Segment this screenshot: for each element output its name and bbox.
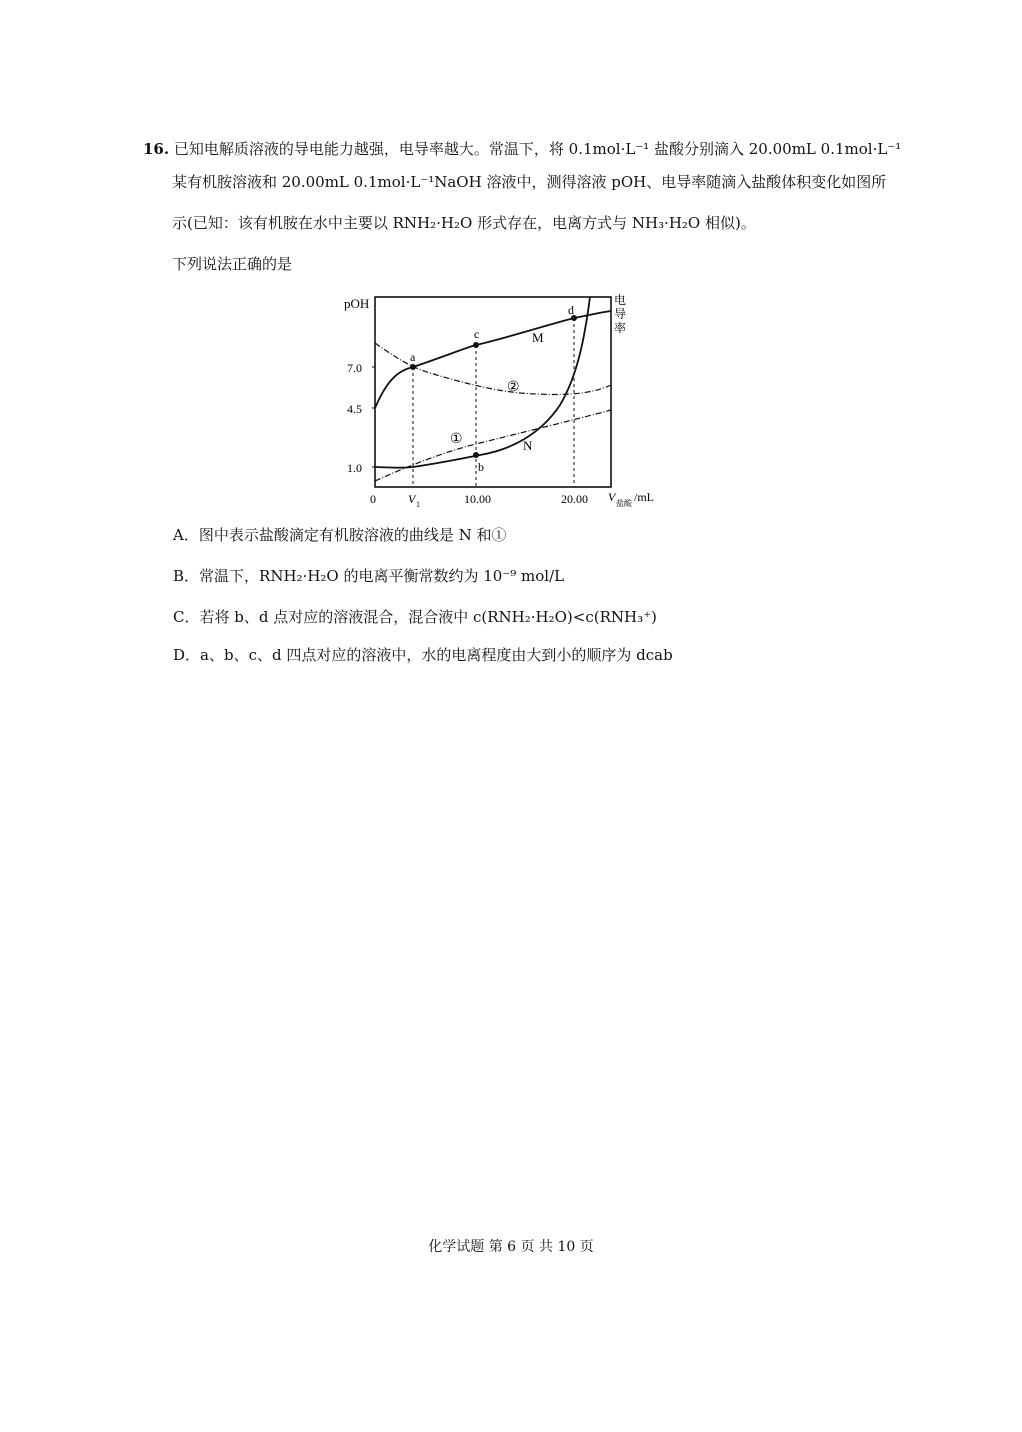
titration-figure: [340, 285, 670, 515]
option-d-text: a、b、c、d 四点对应的溶液中，水的电离程度由大到小的顺序为 dcab: [200, 646, 673, 664]
ytick-label-10: 1.0: [347, 461, 362, 475]
label-b: b: [478, 460, 484, 474]
point-c: [473, 342, 479, 348]
question-line-3: 示(已知：该有机胺在水中主要以 RNH₂·H₂O 形式存在，电离方式与 NH₃·H₂O 相似)。: [172, 214, 756, 232]
xtick-label-v1-sub: 1: [416, 500, 420, 509]
xtick-label-0: 0: [370, 492, 376, 506]
y-axis-label-right-1: 电: [614, 293, 627, 307]
page-footer: 化学试题 第 6 页 共 10 页: [428, 1239, 594, 1255]
label-N: N: [523, 438, 533, 453]
curve-1: [375, 410, 611, 481]
y-axis-label-right-3: 率: [614, 321, 627, 335]
xtick-label-20: 20.00: [561, 492, 588, 506]
ytick-label-45: 4.5: [347, 402, 362, 416]
option-c: [173, 604, 657, 630]
xtick-label-10: 10.00: [464, 492, 491, 506]
titration-graph: [340, 285, 670, 515]
plot-frame: [375, 297, 611, 487]
option-d-letter: D．: [173, 646, 201, 664]
label-M: M: [532, 330, 544, 345]
point-b: [473, 452, 479, 458]
question-number: 16.: [143, 140, 170, 158]
question-line-2: 某有机胺溶液和 20.00mL 0.1mol·L⁻¹NaOH 溶液中，测得溶液 pOH、电导率随滴入盐酸体积变化如图所: [172, 173, 887, 191]
x-axis-label-v: V: [608, 490, 616, 504]
y-axis-label-left: pOH: [344, 296, 370, 311]
option-b-letter: B．: [173, 567, 200, 585]
option-c-text: 若将 b、d 点对应的溶液混合，混合液中 c(RNH₂·H₂O)<c(RNH₃⁺): [199, 608, 657, 626]
label-d: d: [568, 303, 574, 317]
label-a: a: [410, 350, 416, 364]
label-c: c: [474, 327, 480, 341]
option-c-letter: C．: [173, 608, 200, 626]
xtick-label-v1: V: [408, 492, 416, 506]
option-b: [173, 563, 564, 589]
option-a-letter: A．: [173, 526, 199, 544]
question-line-4: 下列说法正确的是: [172, 255, 293, 273]
label-curve-1: ①: [450, 432, 463, 447]
label-curve-2: ②: [507, 380, 520, 395]
x-axis-label-sub: 盐酸: [616, 499, 632, 508]
question-text-1: 已知电解质溶液的导电能力越强，电导率越大。常温下，将 0.1mol·L⁻¹ 盐酸分别滴入 20.00mL 0.1mol·L⁻¹: [173, 140, 902, 158]
option-d: [173, 642, 673, 668]
option-a: [173, 522, 507, 548]
y-axis-label-right-2: 导: [614, 307, 627, 321]
option-a-text: 图中表示盐酸滴定有机胺溶液的曲线是 N 和①: [198, 526, 507, 544]
option-b-text: 常温下，RNH₂·H₂O 的电离平衡常数约为 10⁻⁹ mol/L: [199, 567, 565, 585]
x-axis-label-unit: /mL: [634, 490, 654, 504]
point-a: [410, 364, 416, 370]
ytick-label-70: 7.0: [347, 361, 362, 375]
question-line-1: [143, 135, 901, 163]
